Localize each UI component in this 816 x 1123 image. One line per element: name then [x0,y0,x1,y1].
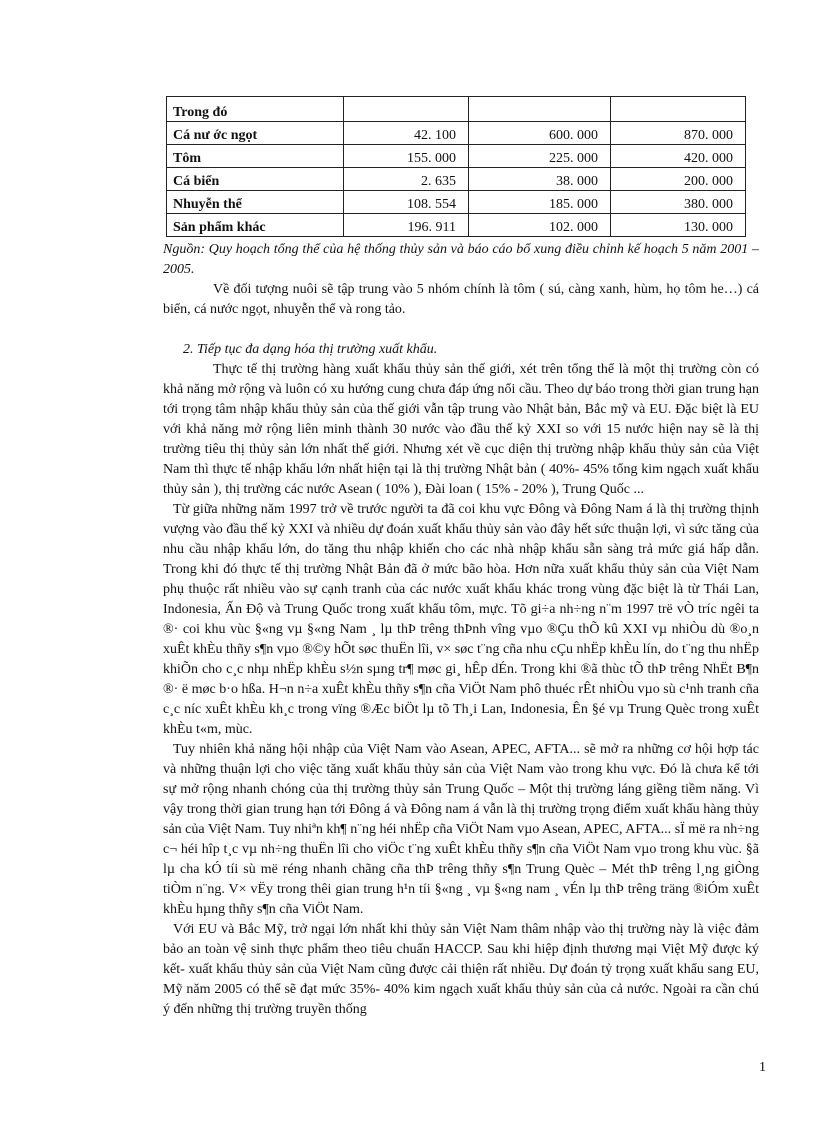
aquaculture-table [166,96,746,237]
cell-value: 155. 000 [344,145,469,168]
paragraph-1997: Từ giữa những năm 1997 trở về trước người ta đã coi khu vực Đông và Đông Nam á là thị trường thịnh vượng vào đầu thế kỷ XXI và nhiều dự đoán xuất khẩu thủy sản vào đây hết sức thuận lợi, vì sức tăng của nhu cầu nhập khẩu lớn, do tăng thu nhập khiến cho các nhà nhập khẩu sẵn sàng trả mức giá hấp dẫn. Trong khi đó thực tế thị trường Nhật Bản đã ở mức bão hòa. Hơn nữa xuất khẩu thủy sản của Việt Nam phụ thuộc rất nhiều vào sự cạnh tranh của các nước xuất khẩu khác trong vùng đặc biệt là từ Thái Lan, Indonesia, Ấn Độ và Trung Quốc trong xuất khẩu tôm, mực. [163,502,759,617]
cell-value: 42. 100 [344,122,469,145]
table-row [167,122,746,145]
cell-value: 196. 911 [344,214,469,237]
cell-value: 130. 000 [611,214,746,237]
paragraph-asean-block [163,740,759,920]
row-label: Sản phẩm khác [167,214,344,237]
source-note: Nguồn: Quy hoạch tổng thể của hệ thống thủy sản và báo cáo bổ xung điều chỉnh kế hoạch 5 năm 2001 – 2005. [163,242,759,277]
cell-value [469,97,611,122]
paragraph-asean: Tuy nhiên khả năng hội nhập của Việt Nam vào Asean, APEC, AFTA... sẽ mở ra những cơ hội hợp tác và những thuận lợi cho việc tăng xuất khẩu thủy sản của Việt Nam vào trong khu vực. Đó là chưa kể tới sự mở rộng nhanh chóng của thị trường thủy sản Trung Quốc – Một thị trường láng giềng tiềm năng. Vì vậy trong thời gian trung hạn tới Đông á và Đông nam á vẫn là thị trường trọng điểm xuất khẩu hàng thủy sản của Việt Nam. [163,742,759,837]
table-row [167,191,746,214]
table-row [167,214,746,237]
cell-value: 225. 000 [469,145,611,168]
paragraph-1997-block [163,500,759,740]
row-label: Trong đó [167,97,344,122]
document-body [163,240,759,1020]
garbled-text-1: Tõ gi÷a nh÷ng n¨m 1997 trë vÒ tríc ngêi ta ®· coi khu vùc §«ng vµ §«ng Nam ¸ lµ thÞ trêng thÞnh vîng vµo ®Çu thÕ kû XXI vµ nhiÒu dù ®o¸n xuÊt khÈu thñy s¶n vµo ®©y hÕt søc thuËn lîi, v× søc t¨ng cña nhu cÇu nhËp khÈu lín, do t¨ng thu nhËp khiÕn cho c¸c nhµ nhËp khÈu s½n sµng tr¶ møc gi¸ hÊp dÉn. Trong khi ®ã thùc tÕ thÞ trêng NhËt B¶n ®· ë møc b·o hßa. H¬n n÷a xuÊt khÈu thñy s¶n cña ViÖt Nam phô thuéc rÊt nhiÒu vµo sù c¹nh tranh cña c¸c níc xuÊt khÈu kh¸c trong vïng ®Æc biÖt lµ tõ Th¸i Lan, Indonesia, Ên §é vµ Trung Quèc trong xuÊt khÈu t«m, mùc. [163,602,760,737]
page-number: 1 [759,1060,766,1075]
cell-value: 2. 635 [344,168,469,191]
row-label: Cá biển [167,168,344,191]
cell-value [611,97,746,122]
row-label: Tôm [167,145,344,168]
table-row [167,145,746,168]
paragraph-market: Thực tế thị trường hàng xuất khẩu thủy sản thế giới, xét trên tổng thể là một thị trường còn có khả năng mở rộng và luôn có xu hướng cung chưa đáp ứng nổi cầu. Theo dự báo trong thời gian trung hạn tới trọng tâm nhập khẩu thủy sản của thế giới vẫn tập trung vào Nhật bản, Bắc mỹ và EU. Đặc biệt là EU với khả năng mở rộng liên minh thành 30 nước vào đầu thế kỷ XXI so với 15 nước hiện nay sẽ là thị trường tiêu thị thủy sản lớn nhất thế giới. Nhưng xét về cục diện thị trường nhập khẩu thủy sản của Việt Nam thì thực tế nhập khẩu lớn nhất hiện tại là thị trường Nhật bản ( 40%- 45% tổng kim ngạch xuất khẩu thủy sản ), thị trường các nước Asean ( 10% ), Đài loan ( 15% - 20% ), Trung Quốc ... [163,362,759,497]
cell-value: 870. 000 [611,122,746,145]
paragraph-objects: Về đối tượng nuôi sẽ tập trung vào 5 nhóm chính là tôm ( sú, càng xanh, hùm, họ tôm he…) cá biển, cá nước ngọt, nhuyễn thể và rong tảo. [163,282,759,317]
cell-value: 102. 000 [469,214,611,237]
cell-value [344,97,469,122]
cell-value: 38. 000 [469,168,611,191]
cell-value: 108. 554 [344,191,469,214]
cell-value: 200. 000 [611,168,746,191]
row-label: Cá nư ớc ngọt [167,122,344,145]
paragraph-eu: Với EU và Bắc Mỹ, trở ngại lớn nhất khi thủy sản Việt Nam thâm nhập vào thị trường này là việc đảm bảo an toàn vệ sinh thực phẩm theo tiêu chuẩn HACCP. Sau khi hiệp định thương mại Việt Mỹ được ký kết- xuất khẩu thủy sản của Việt Nam cũng được cải thiện rất nhiều. Dự đoán tỷ trọng xuất khẩu sang EU, Mỹ năm 2005 có thể sẽ đạt mức 35%- 40% kim ngạch xuất khẩu thủy sản của cả nước. Ngoài ra cần chú ý đến những thị trường truyền thống [163,922,759,1017]
garbled-text-2: Tuy nhiªn kh¶ n¨ng héi nhËp cña ViÖt Nam vµo Asean, APEC, AFTA... sÏ më ra nh÷ng c¬ héi hîp t¸c vµ nh÷ng thuËn lîi cho viÖc t¨ng xuÊt khÈu thñy s¶n cña ViÖt Nam vµo trong khu vùc. §ã lµ cha kÓ tíi sù më réng nhanh chãng cña thÞ trêng thñy s¶n Trung Quèc – Mét thÞ trêng l¸ng giÒng tiÒm n¨ng. V× vËy trong thêi gian trung h¹n tíi §«ng ¸ vµ §«ng nam ¸ vÉn lµ thÞ trêng träng ®iÓm xuÊt khÈu hµng thñy s¶n cña ViÖt Nam. [163,822,759,917]
cell-value: 380. 000 [611,191,746,214]
cell-value: 420. 000 [611,145,746,168]
section-heading: 2. Tiếp tục đa dạng hóa thị trường xuất khẩu. [183,342,438,357]
table-row [167,97,746,122]
cell-value: 600. 000 [469,122,611,145]
row-label: Nhuyễn thể [167,191,344,214]
cell-value: 185. 000 [469,191,611,214]
table-row [167,168,746,191]
